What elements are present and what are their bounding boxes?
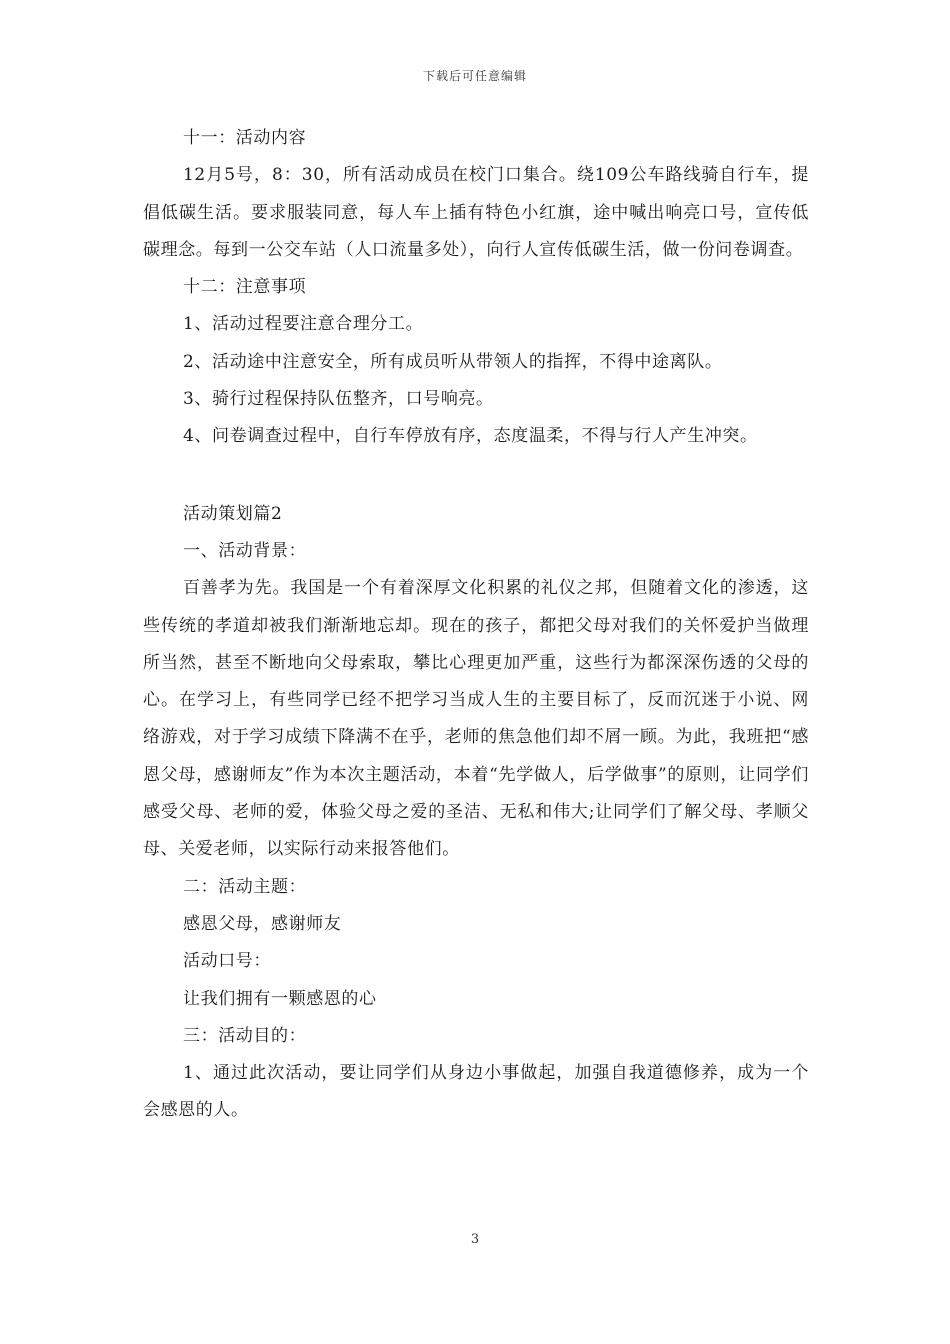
theme-body: 感恩父母，感谢师友 — [183, 913, 342, 934]
plan-2-title: 活动策划篇2 — [183, 503, 283, 524]
theme-heading: 二：活动主题： — [183, 876, 307, 897]
slogan-heading: 活动口号： — [183, 951, 271, 972]
section-11-body: 12月5号，8：30，所有活动成员在校门口集合。绕109公车路线骑自行车，提倡低碳生活。要求服装同意，每人车上插有特色小红旗，途中喊出响亮口号，宣传低碳理念。每到一公交车站（人口流量多处），向行人宣传低碳生活，做一份问卷调查。 — [143, 165, 809, 260]
notice-item-2: 2、活动途中注意安全，所有成员听从带领人的指挥，不得中途离队。 — [183, 351, 723, 372]
slogan-body: 让我们拥有一颗感恩的心 — [183, 988, 377, 1009]
notice-item-1: 1、活动过程要注意合理分工。 — [183, 314, 424, 335]
notice-item-4: 4、问卷调查过程中，自行车停放有序，态度温柔，不得与行人产生冲突。 — [183, 426, 758, 447]
section-spacer — [143, 456, 809, 496]
notice-item-3: 3、骑行过程保持队伍整齐，口号响亮。 — [183, 389, 494, 410]
section-11-heading: 十一：活动内容 — [183, 128, 307, 148]
background-body: 百善孝为先。我国是一个有着深厚文化积累的礼仪之邦，但随着文化的渗透，这些传统的孝道却被我们渐渐地忘却。现在的孩子，都把父母对我们的关怀爱护当做理所当然，甚至不断地向父母索取，攀比心理更加严重，这些行为都深深伤透的父母的心。在学习上，有些同学已经不把学习当成人生的主要目标了，反而沉迷于小说、网络游戏，对于学习成绩下降满不在乎，老师的焦急他们却不屑一顾。为此，我班把“感恩父母，感谢师友”作为本次主题活动，本着“先学做人，后学做事”的原则，让同学们感受父母、老师的爱，体验父母之爱的圣洁、无私和伟大;让同学们了解父母、孝顺父母、关爱老师，以实际行动来报答他们。 — [143, 578, 809, 860]
section-12-heading: 十二：注意事项 — [183, 277, 307, 298]
header-note: 下载后可任意编辑 — [422, 69, 527, 83]
page-number: 3 — [470, 1232, 480, 1247]
background-heading: 一、活动背景： — [183, 540, 307, 561]
purpose-heading: 三：活动目的： — [183, 1025, 307, 1046]
document-body — [143, 120, 809, 1130]
purpose-item-1: 1、通过此次活动，要让同学们从身边小事做起，加强自我道德修养，成为一个会感恩的人。 — [143, 1063, 809, 1121]
